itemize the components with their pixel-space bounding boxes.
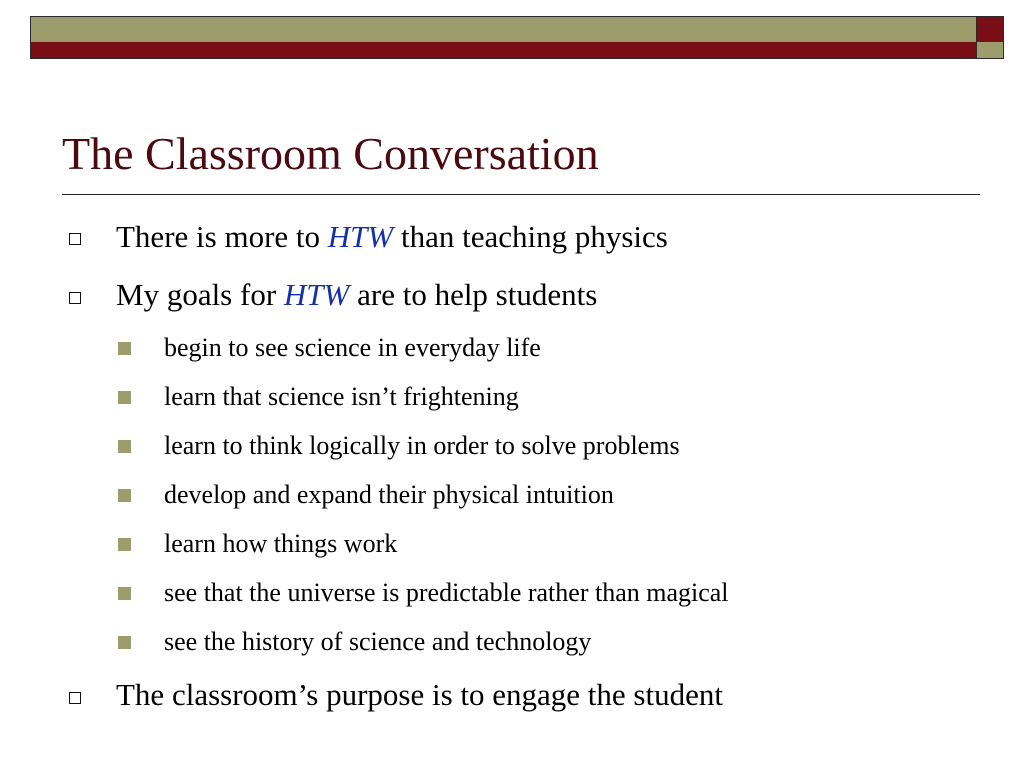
bullet-item	[116, 275, 597, 315]
filled-square-bullet-icon	[118, 587, 131, 600]
sub-bullet-item: learn how things work	[164, 529, 398, 558]
bullet-emphasis: HTW	[327, 219, 394, 254]
bullet-text-post: are to help students	[349, 277, 598, 312]
filled-square-bullet-icon	[118, 391, 131, 404]
sub-bullet-item: begin to see science in everyday life	[164, 333, 541, 362]
bullet-emphasis: HTW	[283, 277, 350, 312]
sub-bullet-item: see the history of science and technology	[164, 627, 592, 656]
filled-square-bullet-icon	[118, 538, 131, 551]
sub-bullet-item: see that the universe is predictable rather than magical	[164, 578, 729, 607]
hollow-square-bullet-icon	[69, 692, 81, 704]
hollow-square-bullet-icon	[69, 292, 81, 304]
filled-square-bullet-icon	[118, 342, 131, 355]
bullet-text-post: than teaching physics	[393, 219, 668, 254]
slide-title: The Classroom Conversation	[62, 128, 599, 179]
bullet-text-pre: My goals for	[116, 277, 284, 312]
filled-square-bullet-icon	[118, 440, 131, 453]
bullet-item: The classroom’s purpose is to engage the student	[116, 677, 723, 712]
sub-bullet-item: learn that science isn’t frightening	[164, 382, 519, 411]
filled-square-bullet-icon	[118, 636, 131, 649]
bullet-item	[116, 217, 668, 257]
sub-bullet-item: learn to think logically in order to solve problems	[164, 431, 680, 460]
sub-bullet-item: develop and expand their physical intuition	[164, 480, 614, 509]
hollow-square-bullet-icon	[69, 233, 81, 245]
filled-square-bullet-icon	[118, 489, 131, 502]
bullet-text-pre: There is more to	[116, 219, 328, 254]
